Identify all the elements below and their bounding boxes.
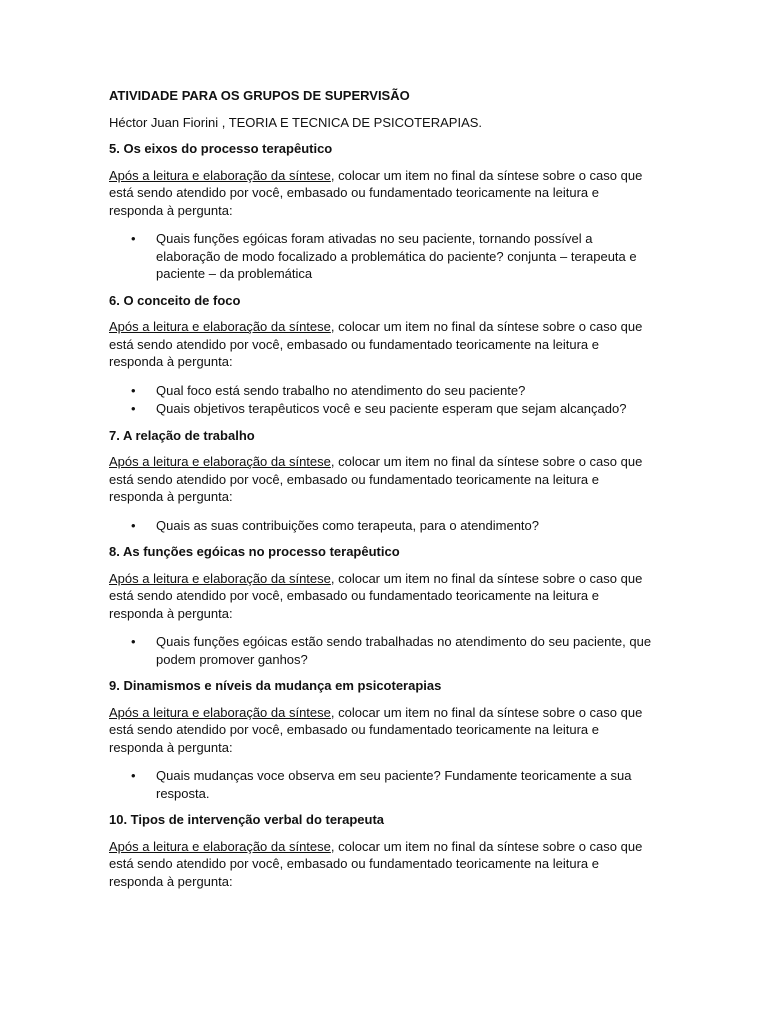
question-item [109, 517, 654, 535]
section-heading: 6. O conceito de foco [109, 292, 241, 308]
question-item [109, 400, 654, 418]
instruction-underlined: Após a leitura e elaboração da síntese [109, 454, 331, 469]
instruction-text: , colocar um item no final da síntese sobre o caso que está sendo atendido por você, embasado ou fundamentado teoricamente na leitura e responda à pergunta: [109, 570, 643, 621]
instruction-text: , colocar um item no final da síntese sobre o caso que está sendo atendido por você, embasado ou fundamentado teoricamente na leitura e responda à pergunta: [109, 704, 643, 755]
instruction-underlined: Após a leitura e elaboração da síntese [109, 570, 331, 586]
section [109, 677, 654, 802]
question-item [109, 382, 654, 400]
instruction-underlined: Após a leitura e elaboração da síntese [109, 167, 331, 183]
question-item [109, 633, 654, 668]
instruction-underlined: Após a leitura e elaboração da síntese [109, 319, 331, 334]
instruction-text: , colocar um item no final da síntese sobre o caso que está sendo atendido por você, embasado ou fundamentado teoricamente na leitura e responda à pergunta: [109, 454, 643, 504]
instruction-underlined: Após a leitura e elaboração da síntese [109, 704, 331, 720]
question-text: Quais objetivos terapêuticos você e seu paciente esperam que sejam alcançado? [156, 401, 627, 416]
bullet-icon: • [131, 401, 136, 416]
author-line: Héctor Juan Fiorini , TEORIA E TECNICA DE PSICOTERAPIAS. [109, 114, 483, 130]
instruction-paragraph [109, 167, 654, 220]
question-text: Quais as suas contribuições como terapeuta, para o atendimento? [156, 517, 540, 533]
instruction-paragraph [109, 453, 654, 506]
bullet-icon: • [131, 231, 136, 246]
instruction-text: , colocar um item no final da síntese sobre o caso que está sendo atendido por você, embasado ou fundamentado teoricamente na leitura e responda à pergunta: [109, 838, 643, 889]
document-title: ATIVIDADE PARA OS GRUPOS DE SUPERVISÃO [109, 88, 410, 103]
question-text: Quais funções egóicas foram ativadas no seu paciente, tornando possível a elaboração de modo focalizado a problemática do paciente? conjunta – terapeuta e paciente – da problemática [156, 231, 637, 281]
instruction-underlined: Após a leitura e elaboração da síntese [109, 838, 331, 854]
bullet-icon: • [131, 634, 136, 649]
section-heading: 7. A relação de trabalho [109, 427, 255, 443]
question-text: Quais funções egóicas estão sendo trabalhadas no atendimento do seu paciente, que podem promover ganhos? [156, 634, 652, 667]
question-item [109, 230, 654, 283]
instruction-text: , colocar um item no final da síntese sobre o caso que está sendo atendido por você, embasado ou fundamentado teoricamente na leitura e responda à pergunta: [109, 319, 643, 369]
sections-container [109, 140, 654, 890]
question-list [109, 382, 654, 418]
section-heading: 9. Dinamismos e níveis da mudança em psicoterapias [109, 678, 442, 693]
bullet-icon: • [131, 768, 136, 783]
instruction-text: , colocar um item no final da síntese sobre o caso que está sendo atendido por você, embasado ou fundamentado teoricamente na leitura e responda à pergunta: [109, 167, 643, 218]
section [109, 811, 654, 890]
section [109, 543, 654, 668]
section-heading: 5. Os eixos do processo terapêutico [109, 141, 333, 156]
question-list [109, 517, 654, 535]
question-item [109, 767, 654, 802]
instruction-paragraph [109, 838, 654, 891]
section [109, 427, 654, 535]
instruction-paragraph [109, 318, 654, 371]
document-body [109, 87, 654, 901]
section [109, 292, 654, 418]
question-list [109, 230, 654, 283]
section [109, 140, 654, 283]
instruction-paragraph [109, 570, 654, 623]
question-text: Qual foco está sendo trabalho no atendimento do seu paciente? [156, 382, 526, 398]
bullet-icon: • [131, 517, 136, 533]
section-heading: 8. As funções egóicas no processo terapêutico [109, 544, 400, 559]
question-list [109, 633, 654, 668]
question-list [109, 767, 654, 802]
instruction-paragraph [109, 704, 654, 757]
section-heading: 10. Tipos de intervenção verbal do terapeuta [109, 812, 385, 827]
bullet-icon: • [131, 382, 136, 398]
question-text: Quais mudanças voce observa em seu paciente? Fundamente teoricamente a sua resposta. [156, 768, 632, 801]
